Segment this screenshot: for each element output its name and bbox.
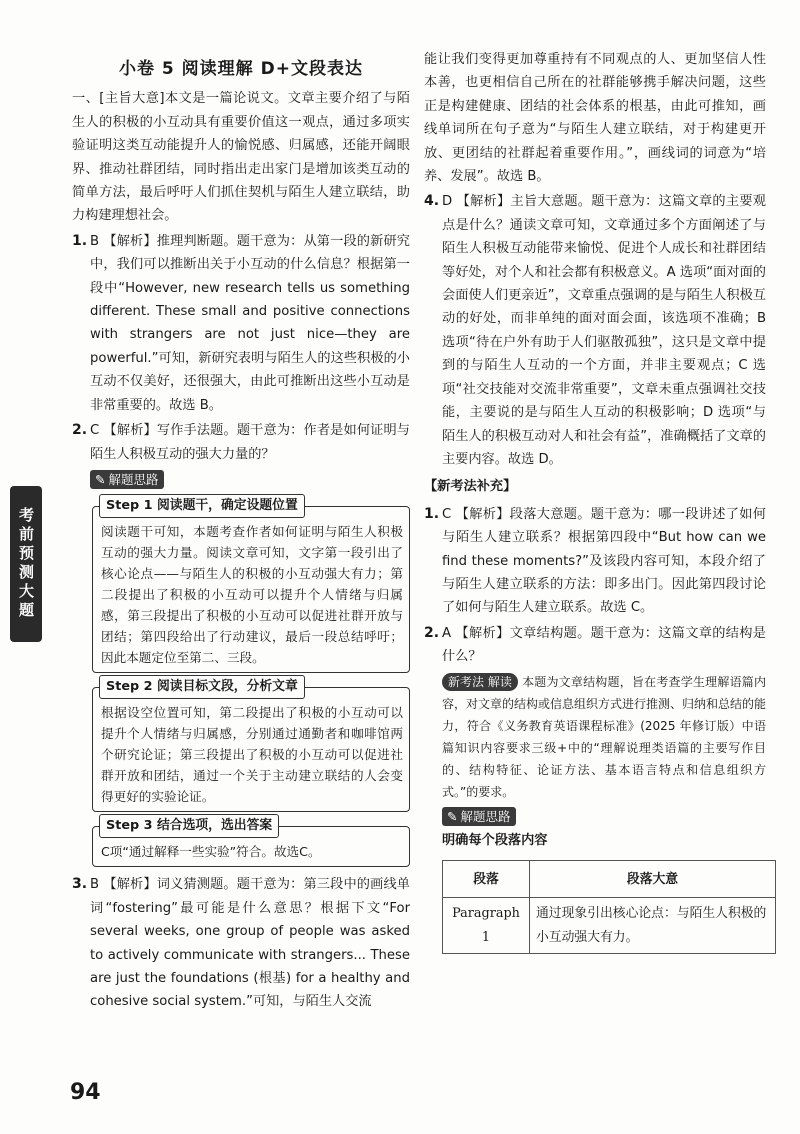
- question-4: [424, 190, 766, 471]
- step-box-3: [92, 818, 410, 867]
- step-box-2: [92, 679, 410, 812]
- right-column: [424, 48, 766, 954]
- table-row: [443, 898, 776, 954]
- question-text: B 【解析】词义猜测题。题干意为：第三段中的画线单词“fostering”最可能是什么意思？根据下文“For several weeks, one group of people was asked to actively communicate with strangers... These are just the foundations (根基) for a healthy and cohesive social system.”可知，与陌生人交流: [90, 877, 410, 1010]
- question-number: 1.: [72, 232, 88, 249]
- step-tab: Step 1 阅读题干，确定设题位置: [99, 494, 305, 518]
- tag-sub-label: 解读: [487, 674, 512, 689]
- question-1: [72, 230, 410, 417]
- question-3: [72, 873, 410, 1013]
- question-number: 2.: [424, 624, 440, 641]
- solution-badge: [90, 470, 164, 489]
- solution-section-2: [442, 803, 766, 955]
- new-method-tag: [442, 673, 518, 691]
- step-box-1: [92, 498, 410, 673]
- question-text: C 【解析】写作手法题。题干意为：作者是如何证明与陌生人积极互动的强大力量的？: [90, 423, 410, 462]
- table-cell-label: Paragraph 1: [443, 898, 530, 954]
- step-text: 阅读题干可知，本题考查作者如何证明与陌生人积极互动的强大力量。阅读文章可知，文字第一段引出了核心论点——与陌生人的积极的小互动强大有力；第二段提出了积极的小互动可以提升个人情绪与归属感，第三段提出了积极的小互动可以促进社群开放与团结；第四段给出了行动建议，最后一段总结呼吁；因此本题定位至第二、三段。: [101, 524, 403, 666]
- solution-badge: [442, 807, 516, 826]
- notepad-icon: ✎: [95, 471, 106, 487]
- question-text: D 【解析】主旨大意题。题干意为：这篇文章的主要观点是什么？通读文章可知，文章通过多个方面阐述了与陌生人积极互动能带来愉悦、促进个人成长和社群团结等好处，对个人和社会都有积极意义。A 选项“面对面的会面使人们更亲近”，文章重点强调的是与陌生人积极互动的好处，而非单纯的面对面会面，该选项不准确；B 选项“待在户外有助于人们驱散孤独”，这只是文章中提到的与陌生人互动的一个方面，并非主要观点；C 选项“社交技能对交流非常重要”，文章未重点强调社交技能，主要说的是与陌生人互动的积极影响；D 选项“与陌生人的积极互动对人和社会有益”，准确概括了文章的主要内容。故选 D。: [442, 194, 766, 467]
- paragraph-table: [442, 860, 776, 954]
- table-header: 段落大意: [530, 861, 776, 898]
- step-tab: Step 2 阅读目标文段，分析文章: [99, 675, 305, 699]
- question-number: 4.: [424, 193, 440, 210]
- continued-paragraph: 能让我们变得更加尊重持有不同观点的人、更加坚信人性本善，也更相信自己所在的社群能够携手解决问题，这些正是构建健康、团结的社会体系的根基，由此可推知，画线单词所在句子意为“与陌生人建立联结，对于构建更开放、更团结的社群起着重要作用。”，画线词的词意为“培养、发展”。故选 B。: [424, 52, 766, 185]
- table-header-row: [443, 861, 776, 898]
- new-method-note: [442, 671, 766, 803]
- table-cell-text: 通过现象引出核心论点：与陌生人积极的小互动强大有力。: [530, 898, 776, 954]
- question-number: 1.: [424, 505, 440, 522]
- badge-label: 解题思路: [108, 471, 159, 487]
- solution-section: [90, 466, 410, 867]
- left-column: [72, 0, 410, 1014]
- table-header: 段落: [443, 861, 530, 898]
- question-number: 3.: [72, 876, 88, 893]
- question-number: 2.: [72, 422, 88, 439]
- side-tab: 考前预测大题: [10, 486, 42, 642]
- supplement-question-1: [424, 503, 766, 620]
- table-title: 明确每个段落内容: [442, 832, 548, 848]
- question-text: C 【解析】段落大意题。题干意为：哪一段讲述了如何与陌生人建立联系？根据第四段中“But how can we find these moments?”及该段内容可知，本段介绍了与陌生人建立联系的方法：即多出门。因此第四段讨论了如何与陌生人建立联系。故选 C。: [442, 506, 766, 616]
- step-tab: Step 3 结合选项，选出答案: [99, 814, 279, 838]
- badge-label: 解题思路: [460, 808, 511, 824]
- question-text: B 【解析】推理判断题。题干意为：从第一段的新研究中，我们可以推断出关于小互动的什么信息？根据第一段中“However, new research tells us something different. These small and positive connections with strangers are not just nice—they are powerful.”可知，新研究表明与陌生人的这些积极的小互动不仅美好，还很强大，由此可推断出这些小互动是非常重要的。故选 B。: [90, 233, 410, 413]
- question-2: [72, 419, 410, 466]
- question-text: A 【解析】文章结构题。题干意为：这篇文章的结构是什么？: [442, 625, 766, 665]
- supplement-header: 【新考法补充】: [424, 479, 517, 495]
- note-text: 本题为文章结构题，旨在考查学生理解语篇内容，对文章的结构或信息组织方式进行推测、归纳和总结的能力，符合《义务教育英语课程标准》(2025 年修订版）中语篇知识内容要求三级+中的“理解说理类语篇的主要写作目的、结构特征、论证方法、基本语言特点和信息组织方式。”的要求。: [442, 674, 767, 799]
- step-text: 根据设空位置可知，第二段提出了积极的小互动可以提升个人情绪与归属感，分别通过通勤者和咖啡馆两个研究论证；第三段提出了积极的小互动可以促进社群开放和团结，通过一个关于主动建立联结的人会变得更好的实验论证。: [101, 705, 403, 805]
- step-text: C项“通过解释一些实验”符合。故选C。: [101, 844, 321, 860]
- intro-paragraph: 一、[主旨大意]本文是一篇论说文。文章主要介绍了与陌生人的积极的小互动具有重要价值这一观点，通过多项实验证明这类互动能提升人的愉悦感、归属感，还能开阔眼界、推动社群团结，同时指出走出家门是增加该类互动的简单方法，最后呼吁人们抓住契机与陌生人建立联结，助力构建理想社会。: [72, 91, 410, 224]
- supplement-question-2: [424, 622, 766, 669]
- page-title: 小卷 5 阅读理解 D+文段表达: [119, 59, 363, 79]
- page-number: 94: [70, 1080, 101, 1105]
- tag-label: 新考法: [448, 674, 485, 689]
- notepad-icon: ✎: [447, 808, 458, 824]
